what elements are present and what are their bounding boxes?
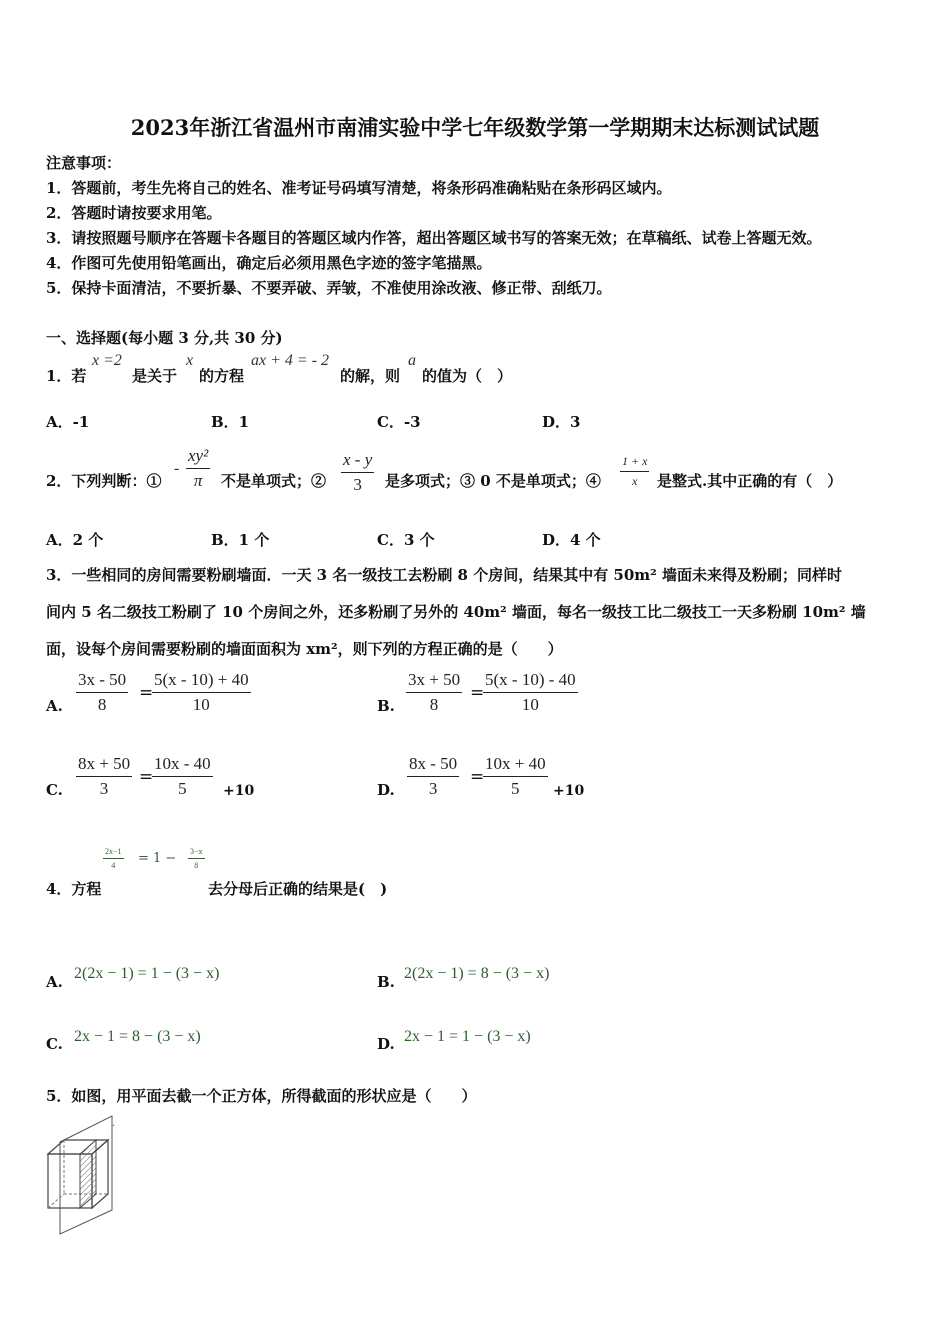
q1-option-a[interactable]: A．-1 [46, 413, 90, 431]
q2-fraction-4 [620, 454, 649, 489]
q1-math: a [408, 352, 416, 369]
option-label: C. [46, 781, 63, 799]
equals-sign: = [470, 767, 485, 787]
q2-fraction-1-num: xy² [186, 446, 210, 469]
q3-text-line: 3．一些相同的房间需要粉刷墙面．一天 3 名一级技工去粉刷 8 个房间，结果其中有 50m² 墙面未来得及粉刷；同样时 [46, 566, 842, 584]
q3-text-line: 间内 5 名二级技工粉刷了 10 个房间之外，还多粉刷了另外的 40m² 墙面，每名一级技工比二级技工一天多粉刷 10m² 墙 [46, 603, 866, 621]
option-label: D. [377, 781, 395, 799]
option-label: A. [46, 973, 63, 991]
option-label: D. [377, 1035, 395, 1053]
q2-option-c[interactable]: C．3 个 [377, 531, 435, 549]
q2-fraction-2-den: 3 [353, 475, 362, 494]
q1-text: 1．若 [46, 367, 87, 385]
fraction-num: 10x - 40 [152, 754, 213, 777]
notice-item: 4．作图可先使用铅笔画出，确定后必须用黑色字迹的签字笔描黑。 [46, 254, 492, 272]
equals-sign: = [139, 683, 154, 703]
fraction-num: 8x - 50 [407, 754, 459, 777]
equals-sign: = [139, 767, 154, 787]
q2-fraction-2-num: x - y [341, 450, 374, 473]
option-expression: 2x − 1 = 8 − (3 − x) [74, 1028, 201, 1045]
notice-item: 5．保持卡面清洁，不要折暴、不要弄破、弄皱，不准使用涂改液、修正带、刮纸刀。 [46, 279, 612, 297]
fraction-den: 3 [99, 779, 109, 798]
q2-option-a[interactable]: A．2 个 [46, 531, 104, 549]
q4-text: 去分母后正确的结果是( ) [208, 880, 388, 898]
q1-text: 的解，则 [340, 367, 401, 385]
q2-fraction-4-num: 1 + x [620, 454, 649, 472]
fraction-num: 3x - 50 [76, 670, 128, 693]
fraction-left [76, 670, 128, 715]
option-label: B. [377, 697, 395, 715]
q2-text: 是整式.其中正确的有（ ） [657, 472, 843, 490]
fraction-right [152, 670, 251, 715]
fraction-num: 2x−1 [103, 847, 124, 859]
q4-text: 4．方程 [46, 880, 102, 898]
q2-minus: - [174, 460, 180, 477]
notice-item: 1．答题前，考生先将自己的姓名、准考证号码填写清楚，将条形码准确粘贴在条形码区域内。 [46, 179, 672, 197]
notice-item: 2．答题时请按要求用笔。 [46, 204, 222, 222]
section-heading: 一、选择题(每小题 3 分,共 30 分) [46, 329, 283, 347]
fraction-den: 8 [194, 861, 199, 870]
fraction-den: 10 [192, 695, 210, 714]
page-title: 2023年浙江省温州市南浦实验中学七年级数学第一学期期末达标测试试题 [130, 115, 820, 140]
q1-math: x =2 [92, 352, 122, 369]
notice-heading: 注意事项： [46, 154, 122, 172]
q3-text-line: 面，设每个房间需要粉刷的墙面面积为 xm²，则下列的方程正确的是（ ） [46, 640, 563, 658]
q2-fraction-1 [186, 446, 210, 491]
fraction-num: 5(x - 10) + 40 [152, 670, 251, 693]
q1-text: 是关于 [132, 367, 178, 385]
fraction-num: 8x + 50 [76, 754, 132, 777]
q2-option-d[interactable]: D．4 个 [542, 531, 601, 549]
option-label: C. [46, 1035, 63, 1053]
q1-option-b[interactable]: B．1 [211, 413, 250, 431]
figure-dot: . [112, 1118, 116, 1129]
fraction-right [483, 670, 578, 715]
fraction-num: 3−x [188, 847, 205, 859]
q2-text: 2．下列判断：① [46, 472, 162, 490]
fraction-right [483, 754, 548, 799]
q5-text: 5．如图，用平面去截一个正方体，所得截面的形状应是（ ） [46, 1087, 477, 1105]
q2-text: 是多项式；③ 0 不是单项式；④ [385, 472, 601, 490]
fraction-den: 3 [428, 779, 438, 798]
fraction-num: 3x + 50 [406, 670, 462, 693]
fraction-den: 4 [111, 861, 116, 870]
option-expression: 2(2x − 1) = 8 − (3 − x) [404, 965, 550, 982]
option-label: A. [46, 697, 63, 715]
equals-sign: = [470, 683, 485, 703]
fraction-den: 5 [511, 779, 520, 798]
fraction-left [76, 754, 132, 799]
fraction-left [407, 754, 459, 799]
fraction-right [152, 754, 213, 799]
q2-fraction-1-den: π [193, 471, 203, 490]
q1-text: 的方程 [199, 367, 245, 385]
q4-equation-frac-right [188, 847, 205, 870]
option-tail: +10 [223, 783, 255, 799]
fraction-num: 10x + 40 [483, 754, 548, 777]
q1-option-d[interactable]: D．3 [542, 413, 581, 431]
option-tail: +10 [553, 783, 585, 799]
option-label: B. [377, 973, 395, 991]
notice-item: 3．请按照题号顺序在答题卡各题目的答题区域内作答，超出答题区域书写的答案无效；在草稿纸、试卷上答题无效。 [46, 229, 822, 247]
q1-math: x [186, 352, 194, 369]
cube-section-figure-icon [42, 1114, 122, 1239]
q1-text: 的值为（ ） [422, 367, 513, 385]
fraction-den: 10 [521, 695, 539, 714]
q2-text: 不是单项式；② [221, 472, 327, 490]
q1-math: ax + 4 = - 2 [251, 352, 330, 369]
fraction-den: 8 [97, 695, 107, 714]
fraction-left [406, 670, 462, 715]
q4-equation-frac-left [103, 847, 124, 870]
q2-fraction-4-den: x [632, 474, 638, 488]
option-expression: 2x − 1 = 1 − (3 − x) [404, 1028, 531, 1045]
fraction-den: 5 [178, 779, 187, 798]
fraction-den: 8 [429, 695, 439, 714]
q2-option-b[interactable]: B．1 个 [211, 531, 270, 549]
fraction-num: 5(x - 10) - 40 [483, 670, 578, 693]
q1-option-c[interactable]: C．-3 [377, 413, 421, 431]
option-expression: 2(2x − 1) = 1 − (3 − x) [74, 965, 220, 982]
q2-fraction-2 [341, 450, 374, 495]
q4-equation-mid: = 1 − [138, 851, 177, 866]
